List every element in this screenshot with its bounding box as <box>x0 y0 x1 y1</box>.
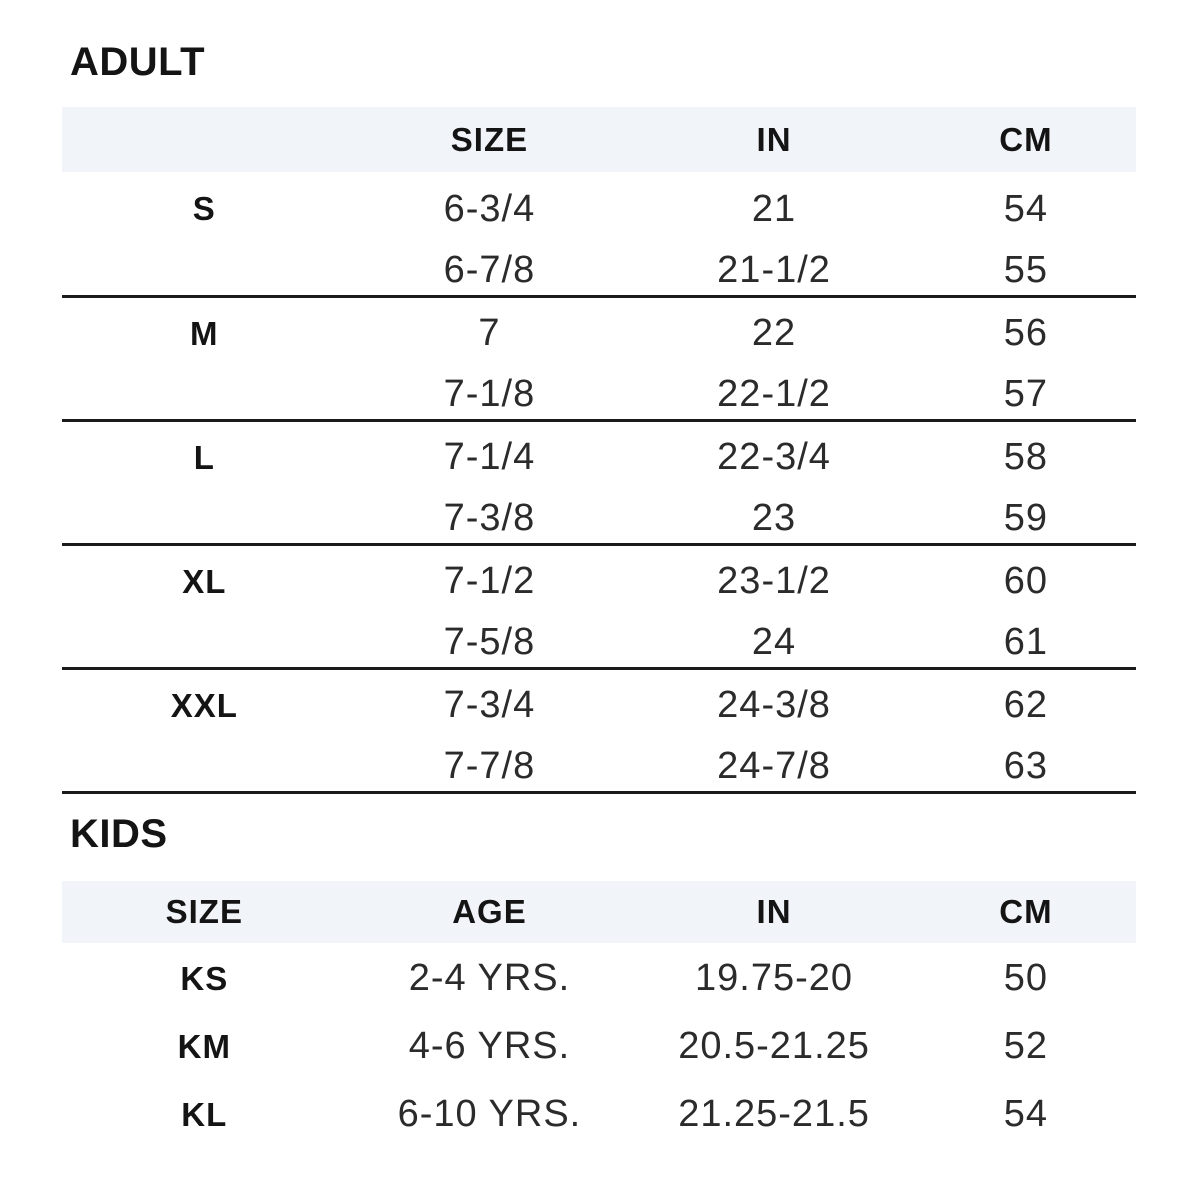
table-cell: 19.75-20 <box>695 957 854 999</box>
table-row <box>62 668 1136 730</box>
table-row <box>62 234 1136 296</box>
column-header-in: IN <box>632 881 916 943</box>
adult-table-header <box>62 107 1136 172</box>
column-header-age: AGE <box>347 881 633 943</box>
table-row <box>62 1079 1136 1147</box>
table-row <box>62 358 1136 420</box>
size-label: KL <box>181 1095 228 1133</box>
table-row <box>62 943 1136 1011</box>
column-header-cm: CM <box>916 107 1136 172</box>
table-cell: 20.5-21.25 <box>678 1025 870 1067</box>
table-cell: 23-1/2 <box>717 560 831 603</box>
adult-section-title: ADULT <box>70 40 206 84</box>
header-row <box>62 881 1136 943</box>
table-cell: 59 <box>916 482 1136 544</box>
table-cell: 21.25-21.5 <box>678 1093 870 1135</box>
table-cell: 24 <box>632 606 916 668</box>
size-label: KM <box>177 1027 231 1065</box>
kids-size-table <box>62 881 1136 1147</box>
empty-cell <box>62 358 347 420</box>
table-cell: 4-6 YRS. <box>408 1025 571 1067</box>
size-label: S <box>192 190 216 227</box>
column-header-cm: CM <box>916 881 1136 943</box>
table-cell: 6-3/4 <box>443 187 536 230</box>
table-cell: 56 <box>1003 312 1049 355</box>
empty-cell <box>62 234 347 296</box>
table-cell: 58 <box>1003 436 1049 479</box>
table-cell: 23 <box>632 482 916 544</box>
table-cell: 22-1/2 <box>632 358 916 420</box>
table-cell: 24-7/8 <box>632 730 916 792</box>
table-cell: 60 <box>1003 560 1049 603</box>
table-cell: 24-3/8 <box>717 684 831 727</box>
table-cell: 7-1/2 <box>443 560 536 603</box>
column-header-in: IN <box>632 107 916 172</box>
table-cell: 21-1/2 <box>632 234 916 296</box>
table-row <box>62 296 1136 358</box>
size-label: XXL <box>170 686 238 724</box>
kids-table-header <box>62 881 1136 943</box>
table-cell: 7-5/8 <box>347 606 633 668</box>
size-label: KS <box>180 959 229 997</box>
empty-cell <box>62 482 347 544</box>
column-header-blank <box>62 107 347 172</box>
table-cell: 7-7/8 <box>347 730 633 792</box>
table-cell: 21 <box>751 187 797 230</box>
table-cell: 2-4 YRS. <box>408 957 571 999</box>
header-row <box>62 107 1136 172</box>
table-row <box>62 1011 1136 1079</box>
adult-size-table <box>62 107 1136 794</box>
column-header-size: SIZE <box>347 107 633 172</box>
table-cell: 57 <box>916 358 1136 420</box>
table-cell: 6-10 YRS. <box>397 1093 582 1135</box>
table-cell: 7-3/8 <box>347 482 633 544</box>
table-cell: 7-1/4 <box>443 436 536 479</box>
table-cell: 61 <box>916 606 1136 668</box>
table-row <box>62 606 1136 668</box>
table-row <box>62 172 1136 234</box>
table-row <box>62 420 1136 482</box>
table-cell: 7-3/4 <box>443 684 536 727</box>
table-cell: 54 <box>1003 187 1049 230</box>
empty-cell <box>62 730 347 792</box>
table-cell: 54 <box>1003 1093 1049 1135</box>
table-cell: 22 <box>751 312 797 355</box>
table-row <box>62 544 1136 606</box>
table-cell: 22-3/4 <box>717 436 831 479</box>
size-label: M <box>190 314 219 352</box>
table-cell: 7-1/8 <box>347 358 633 420</box>
table-cell: 7 <box>478 312 501 355</box>
table-cell: 50 <box>1003 957 1049 999</box>
size-label: L <box>193 438 215 476</box>
table-cell: 62 <box>1003 684 1049 727</box>
table-cell: 6-7/8 <box>347 234 633 296</box>
table-cell: 52 <box>1003 1025 1049 1067</box>
table-row <box>62 730 1136 792</box>
empty-cell <box>62 606 347 668</box>
column-header-size: SIZE <box>62 881 347 943</box>
size-label: XL <box>182 562 227 600</box>
kids-section-title: KIDS <box>70 811 168 856</box>
table-cell: 55 <box>916 234 1136 296</box>
table-row <box>62 482 1136 544</box>
table-cell: 63 <box>916 730 1136 792</box>
